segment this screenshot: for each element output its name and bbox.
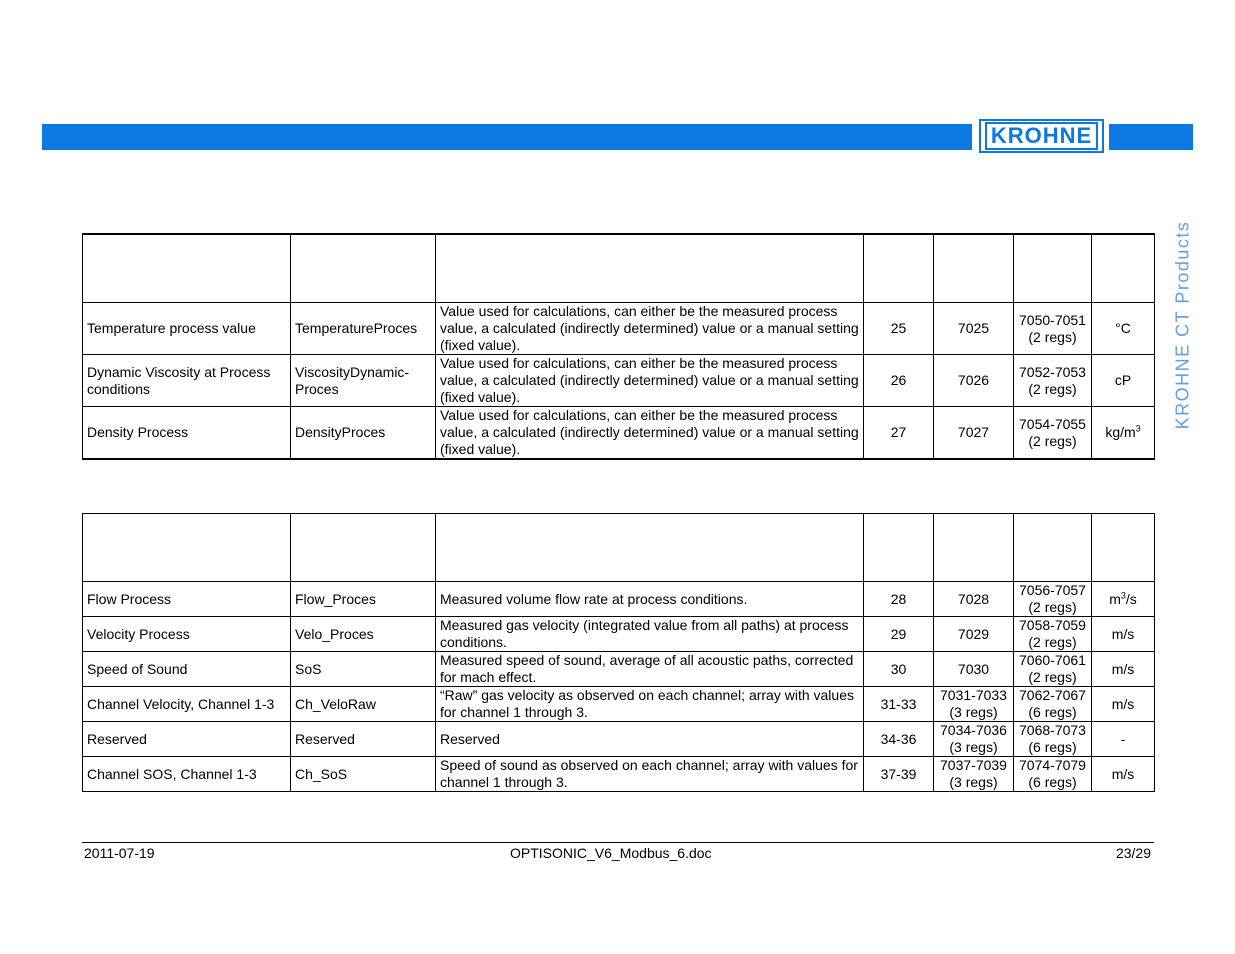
parameter-tag: TemperatureProces (291, 303, 436, 355)
parameter-name: Temperature process value (83, 303, 291, 355)
unit-base: kg/m (1105, 424, 1136, 440)
parameter-address: 7026 (934, 355, 1014, 407)
header-cell (291, 514, 436, 582)
parameter-tag: Reserved (291, 722, 436, 757)
parameter-tag: ViscosityDynamic-Proces (291, 355, 436, 407)
parameter-index: 27 (864, 407, 934, 460)
unit-base: m (1109, 590, 1121, 607)
footer-page-number: 23/29 (1115, 845, 1151, 861)
register-range (1014, 617, 1092, 652)
parameter-index: 37-39 (864, 757, 934, 792)
regs-count: (2 regs) (1028, 634, 1077, 650)
unit-superscript: 3 (1120, 589, 1126, 600)
parameter-name: Velocity Process (83, 617, 291, 652)
parameter-address: 7029 (934, 617, 1014, 652)
parameter-index: 29 (864, 617, 934, 652)
addr-count: (3 regs) (949, 739, 998, 755)
regs-range: 7068-7073 (1019, 722, 1086, 738)
parameter-tag: DensityProces (291, 407, 436, 460)
side-label: KROHNE CT Products (1172, 220, 1193, 430)
header-bar-left (42, 124, 972, 150)
parameter-tag: Ch_VeloRaw (291, 687, 436, 722)
regs-count: (2 regs) (1028, 328, 1077, 345)
parameter-name: Flow Process (83, 582, 291, 617)
header-cell (934, 514, 1014, 582)
parameter-unit: m/s (1092, 652, 1155, 687)
parameter-description: Measured volume flow rate at process conditions. (436, 582, 864, 617)
table-row (83, 617, 1155, 652)
header-cell (864, 234, 934, 303)
parameter-unit: m/s (1092, 617, 1155, 652)
table-row (83, 355, 1155, 407)
regs-count: (2 regs) (1028, 432, 1077, 449)
parameter-description: “Raw” gas velocity as observed on each channel; array with values for channel 1 through 3. (436, 687, 864, 722)
parameter-description: Value used for calculations, can either be the measured process value, a calculated (indirectly determined) value or a manual setting (fixed value). (436, 407, 864, 460)
parameter-address: 7028 (934, 582, 1014, 617)
parameter-unit (1092, 407, 1155, 460)
addr-count: (3 regs) (949, 704, 998, 720)
parameter-name: Density Process (83, 407, 291, 460)
header-cell (83, 514, 291, 582)
register-range (1014, 355, 1092, 407)
header-cell (436, 234, 864, 303)
header-cell (1092, 234, 1155, 303)
footer-filename: OPTISONIC_V6_Modbus_6.doc (510, 845, 712, 861)
parameter-index: 30 (864, 652, 934, 687)
register-range (1014, 303, 1092, 355)
parameter-address (934, 687, 1014, 722)
addr-count: (3 regs) (949, 774, 998, 790)
regs-range: 7074-7079 (1019, 757, 1086, 773)
addr-range: 7034-7036 (940, 722, 1007, 738)
parameter-unit (1092, 582, 1155, 617)
header-cell (1092, 514, 1155, 582)
parameter-index: 28 (864, 582, 934, 617)
table-row (83, 687, 1155, 722)
addr-range: 7031-7033 (940, 687, 1007, 703)
regs-count: (6 regs) (1028, 704, 1077, 720)
parameter-unit: °C (1092, 303, 1155, 355)
footer-divider (82, 842, 1154, 843)
parameter-index: 25 (864, 303, 934, 355)
parameter-description: Reserved (436, 722, 864, 757)
parameter-description: Value used for calculations, can either be the measured process value, a calculated (indirectly determined) value or a manual setting (fixed value). (436, 303, 864, 355)
parameter-name: Channel SOS, Channel 1-3 (83, 757, 291, 792)
parameter-index: 31-33 (864, 687, 934, 722)
table-row (83, 757, 1155, 792)
header-cell (291, 234, 436, 303)
regs-count: (2 regs) (1028, 380, 1077, 397)
regs-range: 7062-7067 (1019, 687, 1086, 703)
unit-tail: /s (1125, 590, 1137, 607)
register-table-2 (82, 513, 1155, 792)
parameter-address: 7027 (934, 407, 1014, 460)
parameter-unit: m/s (1092, 757, 1155, 792)
header-cell (436, 514, 864, 582)
header-cell (83, 234, 291, 303)
parameter-name: Reserved (83, 722, 291, 757)
register-range (1014, 757, 1092, 792)
table-row (83, 407, 1155, 460)
register-range (1014, 652, 1092, 687)
regs-count: (6 regs) (1028, 739, 1077, 755)
register-range (1014, 722, 1092, 757)
parameter-address: 7025 (934, 303, 1014, 355)
header-cell (864, 514, 934, 582)
regs-range: 7058-7059 (1019, 617, 1086, 633)
footer-date: 2011-07-19 (84, 845, 155, 861)
parameter-tag: Ch_SoS (291, 757, 436, 792)
parameter-unit: m/s (1092, 687, 1155, 722)
parameter-description: Measured gas velocity (integrated value from all paths) at process conditions. (436, 617, 864, 652)
table-row (83, 303, 1155, 355)
register-range (1014, 687, 1092, 722)
register-table-1 (82, 233, 1155, 460)
header-bar-right (1109, 124, 1193, 150)
table-header-row (83, 514, 1155, 582)
table-row (83, 722, 1155, 757)
regs-range: 7056-7057 (1019, 582, 1086, 598)
parameter-tag: SoS (291, 652, 436, 687)
parameter-address: 7030 (934, 652, 1014, 687)
parameter-description: Value used for calculations, can either be the measured process value, a calculated (indirectly determined) value or a manual setting (fixed value). (436, 355, 864, 407)
table-row (83, 582, 1155, 617)
parameter-description: Speed of sound as observed on each channel; array with values for channel 1 through 3. (436, 757, 864, 792)
regs-range: 7054-7055 (1019, 415, 1086, 432)
parameter-unit: - (1092, 722, 1155, 757)
addr-range: 7037-7039 (940, 757, 1007, 773)
logo-text: KROHNE (985, 122, 1098, 150)
parameter-description: Measured speed of sound, average of all acoustic paths, corrected for mach effect. (436, 652, 864, 687)
regs-range: 7060-7061 (1019, 652, 1086, 668)
parameter-index: 34-36 (864, 722, 934, 757)
header-cell (1014, 234, 1092, 303)
header-cell (934, 234, 1014, 303)
register-range (1014, 407, 1092, 460)
regs-count: (2 regs) (1028, 599, 1077, 615)
header-cell (1014, 514, 1092, 582)
krohne-logo (979, 119, 1104, 153)
parameter-index: 26 (864, 355, 934, 407)
parameter-name: Speed of Sound (83, 652, 291, 687)
table-row (83, 652, 1155, 687)
parameter-name: Channel Velocity, Channel 1-3 (83, 687, 291, 722)
regs-count: (6 regs) (1028, 774, 1077, 790)
register-range (1014, 582, 1092, 617)
regs-range: 7050-7051 (1019, 311, 1086, 328)
regs-range: 7052-7053 (1019, 363, 1086, 380)
parameter-name: Dynamic Viscosity at Process conditions (83, 355, 291, 407)
parameter-address (934, 757, 1014, 792)
regs-count: (2 regs) (1028, 669, 1077, 685)
unit-superscript: 3 (1135, 423, 1141, 434)
parameter-address (934, 722, 1014, 757)
parameter-tag: Velo_Proces (291, 617, 436, 652)
parameter-unit: cP (1092, 355, 1155, 407)
table-header-row (83, 234, 1155, 303)
parameter-tag: Flow_Proces (291, 582, 436, 617)
